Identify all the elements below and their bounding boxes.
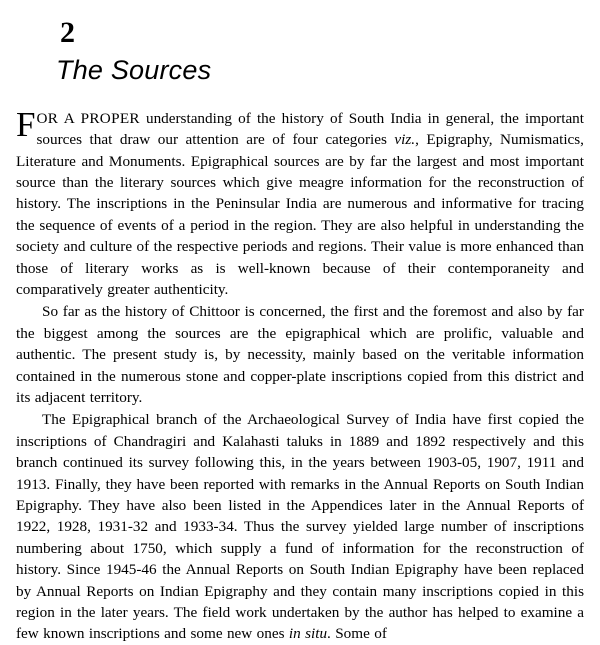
- chapter-title: The Sources: [56, 55, 212, 85]
- body-text: [16, 104, 585, 645]
- paragraph-2: [16, 301, 584, 408]
- paragraph-1-text: understanding of the history of South India in general, the important sources that draw our attention are of four categories: [36, 109, 585, 149]
- paragraph-2-text: So far as the history of Chittoor is concerned, the first and the foremost and also by far the biggest among the sources are the epigraphical which are prolific, valuable and authentic. The present study is, by necessity, mainly based on the veritable information contained in the numerous stone and copper-plate inscriptions copied from this district and its adjacent territory.: [16, 303, 584, 406]
- paragraph-1-smallcaps: OR A PROPER: [36, 109, 140, 127]
- chapter-number: 2: [60, 16, 75, 49]
- paragraph-3-italic: in situ: [288, 625, 328, 643]
- paragraph-1-italic: viz.: [394, 131, 416, 149]
- paragraph-3: [16, 409, 584, 644]
- paragraph-1-text-2: , Epigraphy, Numismatics, Literature and Monuments. Epigraphical sources are by far the largest and most important source than the literary sources which give meagre information for the reconstruction of history. The inscriptions in the Peninsular India are numerous and informative for tracing the sequence of events of a period in the region. They are also helpful in understanding the society and culture of the respective periods and regions. Their value is more enhanced than those of literary works as is well-known because of their contemporaneity and comparatively greater authenticity.: [16, 131, 584, 298]
- paragraph-1: [16, 104, 585, 301]
- paragraph-3-text-2: . Some of: [327, 625, 387, 643]
- drop-cap: F: [16, 104, 36, 144]
- paragraph-3-text: The Epigraphical branch of the Archaeological Survey of India have first copied the inscriptions of Chandragiri and Kalahasti taluks in 1889 and 1892 respectively and this branch continued its survey following this, in the years between 1903-05, 1907, 1911 and 1913. Finally, they have been reported with remarks in the Annual Reports on South Indian Epigraphy. They have also been listed in the Appendices later in the Annual Reports of 1922, 1928, 1931-32 and 1933-34. Thus the survey yielded large number of inscriptions numbering about 1750, which supply a fund of information for the reconstruction of history. Since 1945-46 the Annual Reports on South Indian Epigraphy have been replaced by Annual Reports on Indian Epigraphy and they contain many inscriptions copied in this region in the later years. The field work undertaken by the author has helped to examine a few known inscriptions and some new ones: [16, 411, 584, 643]
